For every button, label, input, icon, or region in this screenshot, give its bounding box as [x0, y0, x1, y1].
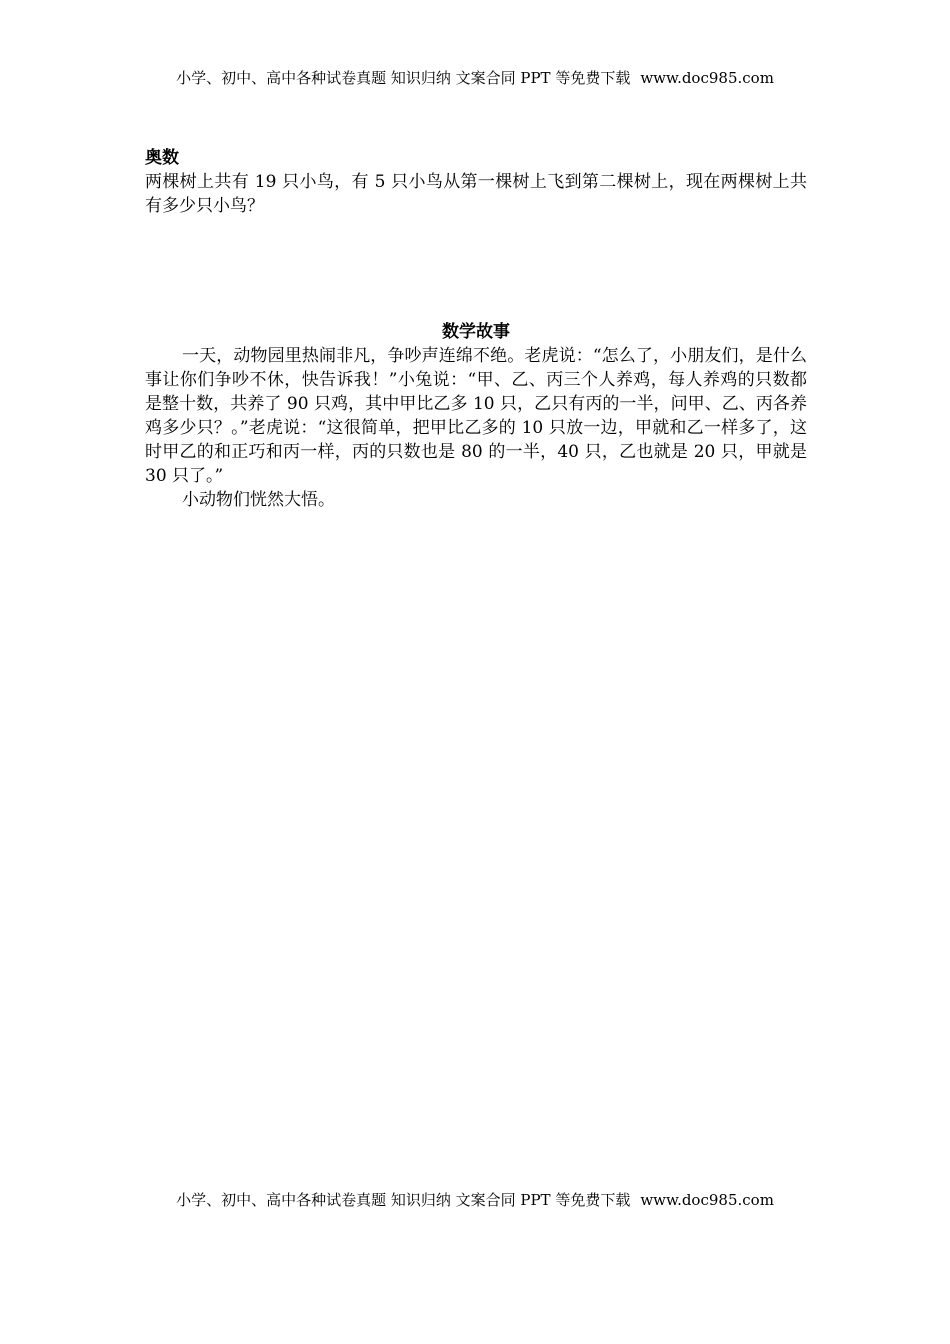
aoshu-heading: 奥数 [145, 148, 179, 168]
footer-text: 小学、初中、高中各种试卷真题 知识归纳 文案合同 PPT 等免费下载 [176, 1191, 631, 1209]
header-url: www.doc985.com [640, 69, 774, 87]
aoshu-problem: 两棵树上共有 19 只小鸟，有 5 只小鸟从第一棵树上飞到第二棵树上，现在两棵树上共有多少只小鸟？ [145, 172, 807, 216]
page-footer [0, 1190, 950, 1210]
story-section [145, 320, 807, 512]
story-paragraph: 小动物们恍然大悟。 [182, 490, 335, 510]
header-text: 小学、初中、高中各种试卷真题 知识归纳 文案合同 PPT 等免费下载 [176, 69, 631, 87]
document-body [145, 146, 807, 512]
story-title: 数学故事 [442, 322, 510, 342]
story-paragraph: 一天，动物园里热闹非凡，争吵声连绵不绝。老虎说：“怎么了，小朋友们，是什么事让你们争吵不休，快告诉我！”小兔说：“甲、乙、丙三个人养鸡，每人养鸡的只数都是整十数，共养了 90 只鸡，其中甲比乙多 10 只，乙只有丙的一半，问甲、乙、丙各养鸡多少只？。”老虎说：“这很简单，把甲比乙多的 10 只放一边，甲就和乙一样多了，这时甲乙的和正巧和丙一样，丙的只数也是 80 的一半，40 只，乙也就是 20 只，甲就是 30 只了。” [145, 346, 807, 486]
footer-url: www.doc985.com [640, 1191, 774, 1209]
page-header [0, 68, 950, 88]
